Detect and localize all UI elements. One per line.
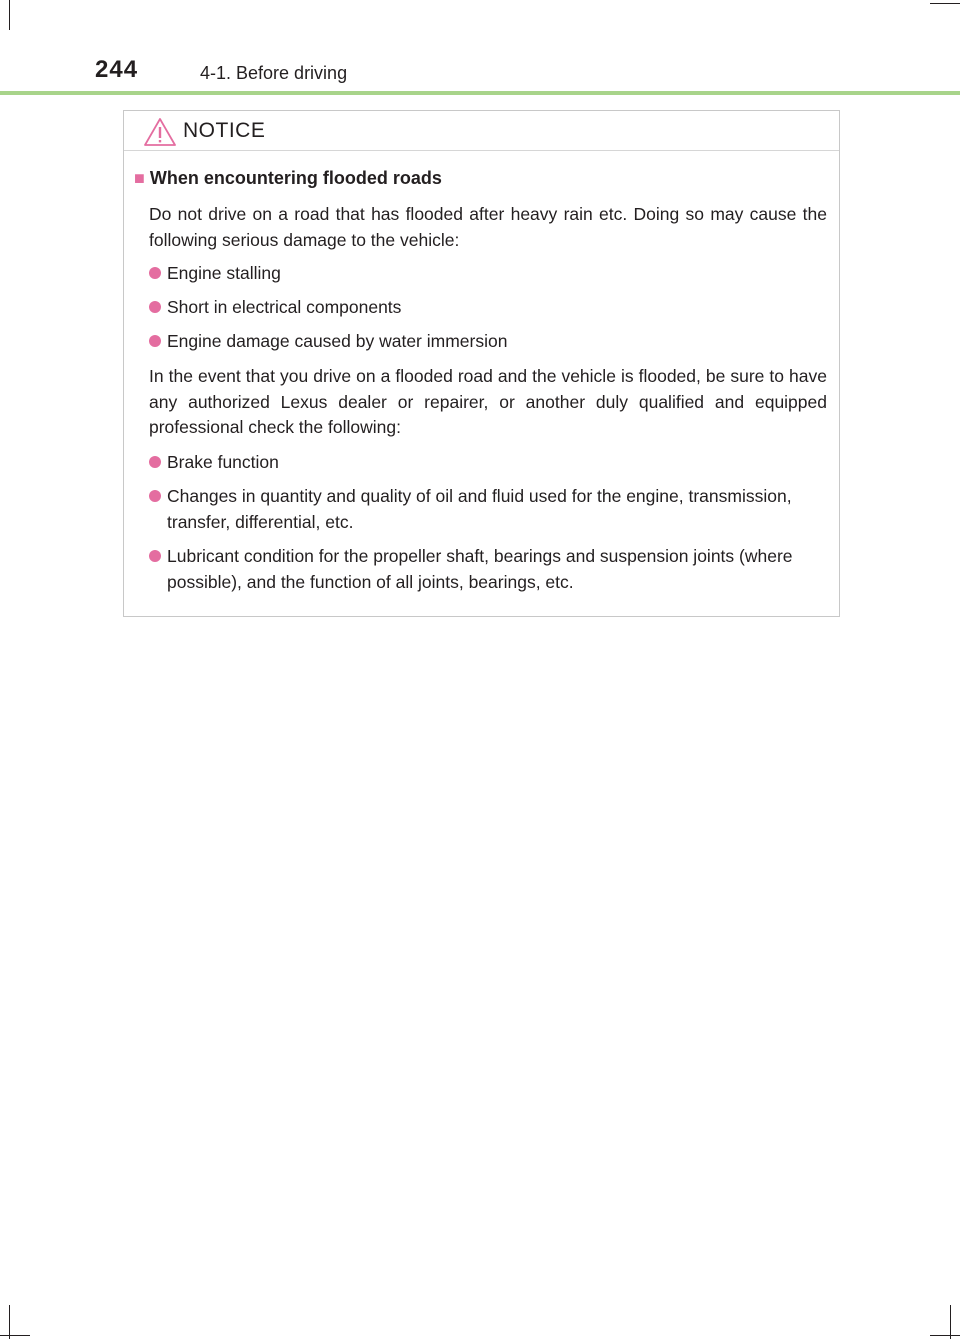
- crop-mark-bottom-left-h: [0, 1335, 30, 1336]
- list-item: [149, 261, 834, 287]
- list-item: [149, 329, 834, 355]
- bullet-dot-icon: [149, 335, 161, 347]
- bullet-dot-icon: [149, 267, 161, 279]
- bullet-dot-icon: [149, 301, 161, 313]
- list-item-text: Short in electrical components: [167, 297, 402, 317]
- intro-paragraph: Do not drive on a road that has flooded after heavy rain etc. Doing so may cause the following serious damage to the vehicle:: [149, 204, 827, 250]
- notice-heading-text: When encountering flooded roads: [149, 168, 442, 188]
- crop-mark-bottom-right-h: [930, 1335, 960, 1336]
- notice-header: [124, 111, 839, 151]
- header-rule: [0, 91, 960, 95]
- list-item: [149, 295, 834, 321]
- notice-label: NOTICE: [183, 119, 266, 142]
- check-paragraph: In the event that you drive on a flooded road and the vehicle is flooded, be sure to have any authorized Lexus dealer or repairer, or another duly qualified and equipped professional check the following:: [149, 366, 827, 437]
- square-bullet-icon: ■: [134, 168, 145, 188]
- list-item: [149, 450, 834, 476]
- list-item-text: Engine stalling: [167, 263, 281, 283]
- page-number: 244: [95, 56, 139, 83]
- bullet-dot-icon: [149, 550, 161, 562]
- notice-box: [123, 110, 840, 617]
- crop-mark-bottom-right: [950, 1305, 951, 1339]
- list-item-text: Changes in quantity and quality of oil and fluid used for the engine, transmission, transfer, differential, etc.: [167, 486, 792, 532]
- list-item: [149, 544, 834, 595]
- crop-mark-bottom-left: [9, 1305, 10, 1339]
- section-title: 4-1. Before driving: [200, 63, 348, 83]
- page-header: [0, 0, 960, 96]
- list-item-text: Engine damage caused by water immersion: [167, 331, 508, 351]
- warning-triangle-icon: [143, 117, 177, 147]
- list-item: [149, 484, 834, 535]
- bullet-dot-icon: [149, 490, 161, 502]
- list-item-text: Brake function: [167, 452, 279, 472]
- notice-heading: [134, 168, 442, 189]
- list-item-text: Lubricant condition for the propeller shaft, bearings and suspension joints (where possible), and the function of all joints, bearings, etc.: [167, 546, 793, 592]
- bullet-dot-icon: [149, 456, 161, 468]
